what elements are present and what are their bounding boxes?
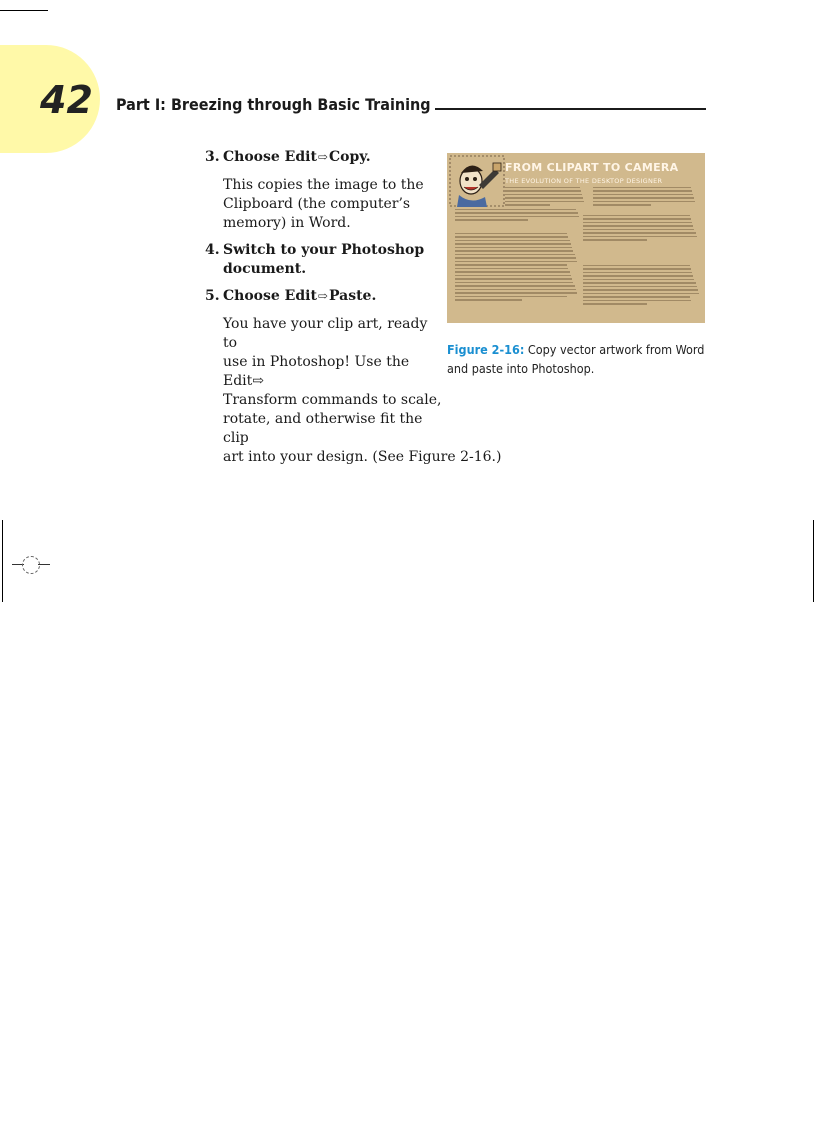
- step-list: [205, 148, 502, 475]
- figure-text-line: [593, 197, 694, 198]
- figure-text-line: [455, 216, 579, 217]
- caption-text: Copy vector artwork from Word and paste into Photoshop.: [447, 342, 705, 376]
- figure-text-line: [455, 285, 575, 286]
- figure-text-line: [583, 222, 692, 223]
- figure-text-line: [505, 190, 581, 191]
- figure-text-line: [455, 264, 567, 265]
- figure-text-line: [593, 201, 695, 202]
- registration-mark-icon: [22, 556, 40, 574]
- figure-text-line: [455, 250, 573, 251]
- figure-text-line: [455, 240, 570, 241]
- crop-mark-right: [813, 520, 814, 602]
- figure-text-line: [583, 215, 690, 216]
- figure-text-line: [455, 275, 571, 276]
- figure-text-line: [583, 279, 694, 280]
- body-line: rotate, and otherwise fit the clip: [223, 411, 423, 446]
- figure-text-line: [583, 236, 697, 237]
- figure-text-line: [583, 303, 647, 304]
- step-heading-text: [223, 241, 424, 279]
- body-line: memory) in Word.: [223, 215, 351, 231]
- figure-text-line: [455, 268, 568, 269]
- step-heading-part: Choose Edit: [223, 288, 317, 304]
- figure-text-line: [455, 254, 575, 255]
- figure-text-line: [583, 275, 693, 276]
- body-line: Transform commands to scale,: [223, 392, 442, 408]
- figure-text-line: [583, 239, 647, 240]
- registration-tick: [38, 564, 50, 565]
- body-line: art into your design. (See Figure 2-16.): [223, 449, 502, 465]
- figure-text-line: [455, 296, 567, 297]
- figure-title: FROM CLIPART TO CAMERA: [505, 161, 679, 174]
- step-heading: [205, 241, 445, 279]
- figure-text-line: [583, 272, 692, 273]
- figure-text-line: [593, 194, 693, 195]
- figure-text-line: [583, 296, 690, 297]
- figure-text-line: [583, 268, 691, 269]
- step-heading-text: [223, 148, 371, 167]
- step-heading-part: Paste.: [328, 288, 377, 304]
- header-rule: [435, 108, 706, 110]
- crop-mark-top: [0, 10, 48, 11]
- body-line: Clipboard (the computer’s: [223, 196, 411, 212]
- figure-text-line: [505, 194, 582, 195]
- figure-text-line: [455, 243, 571, 244]
- figure-text-line: [583, 232, 696, 233]
- step-3: [205, 148, 445, 233]
- menu-arrow-icon: ⇨: [317, 289, 328, 303]
- figure-text-line: [583, 225, 693, 226]
- step-heading: [205, 287, 445, 306]
- running-header: [116, 88, 706, 114]
- body-line: This copies the image to the: [223, 177, 424, 193]
- body-line: use in Photoshop! Use the Edit⇨: [223, 354, 410, 389]
- figure-text-line: [455, 282, 573, 283]
- step-body: [205, 315, 502, 467]
- step-heading-part: Copy.: [328, 149, 371, 165]
- figure-text-line: [455, 299, 522, 300]
- figure-text-line: [455, 236, 568, 237]
- figure-text-block: [583, 215, 699, 243]
- figure-text-line: [455, 247, 572, 248]
- figure-text-line: [593, 204, 651, 205]
- figure-subtitle: THE EVOLUTION OF THE DESKTOP DESIGNER: [505, 177, 663, 185]
- clipart-illustration-icon: [449, 155, 505, 207]
- step-heading-part: Choose Edit: [223, 149, 317, 165]
- figure-text-line: [583, 265, 690, 266]
- caption-label: Figure 2-16:: [447, 342, 525, 357]
- figure-text-line: [455, 209, 576, 210]
- step-body: [205, 176, 445, 233]
- step-5: [205, 287, 502, 467]
- figure-text-line: [455, 289, 576, 290]
- figure-text-line: [455, 233, 567, 234]
- figure-text-line: [593, 190, 692, 191]
- figure-text-block: [505, 187, 587, 208]
- figure-text-line: [505, 204, 550, 205]
- figure-text-line: [455, 278, 572, 279]
- figure-text-line: [583, 282, 696, 283]
- figure-text-line: [505, 187, 580, 188]
- figure-text-line: [505, 197, 583, 198]
- figure-text-line: [455, 271, 570, 272]
- step-heading: [205, 148, 445, 167]
- figure-text-line: [455, 261, 577, 262]
- heading-line: Switch to your Photoshop: [223, 242, 425, 258]
- step-number: 3.: [205, 149, 220, 165]
- step-number: 5.: [205, 288, 220, 304]
- crop-mark-left: [2, 520, 3, 602]
- figure-text-line: [583, 300, 691, 301]
- figure-2-16: [447, 153, 705, 323]
- step-number: 4.: [205, 242, 220, 258]
- figure-text-line: [455, 219, 528, 220]
- figure-text-line: [593, 187, 691, 188]
- figure-text-line: [505, 201, 584, 202]
- figure-caption: [447, 340, 709, 378]
- heading-line: document.: [223, 261, 307, 277]
- figure-text-line: [455, 257, 576, 258]
- figure-text-block: [455, 233, 577, 303]
- figure-text-line: [583, 229, 694, 230]
- figure-text-line: [583, 289, 698, 290]
- menu-arrow-icon: ⇨: [317, 150, 328, 164]
- step-heading-text: [223, 287, 376, 306]
- figure-text-line: [455, 292, 577, 293]
- figure-text-line: [583, 293, 699, 294]
- figure-text-line: [455, 212, 578, 213]
- body-line: You have your clip art, ready to: [223, 316, 428, 351]
- figure-text-line: [583, 218, 691, 219]
- figure-text-line: [583, 286, 697, 287]
- page-number: 42: [40, 78, 93, 122]
- running-header-title: Part I: Breezing through Basic Training: [116, 95, 431, 114]
- figure-text-block: [455, 209, 587, 223]
- step-4: [205, 241, 445, 279]
- figure-text-block: [583, 265, 699, 307]
- figure-text-block: [593, 187, 699, 208]
